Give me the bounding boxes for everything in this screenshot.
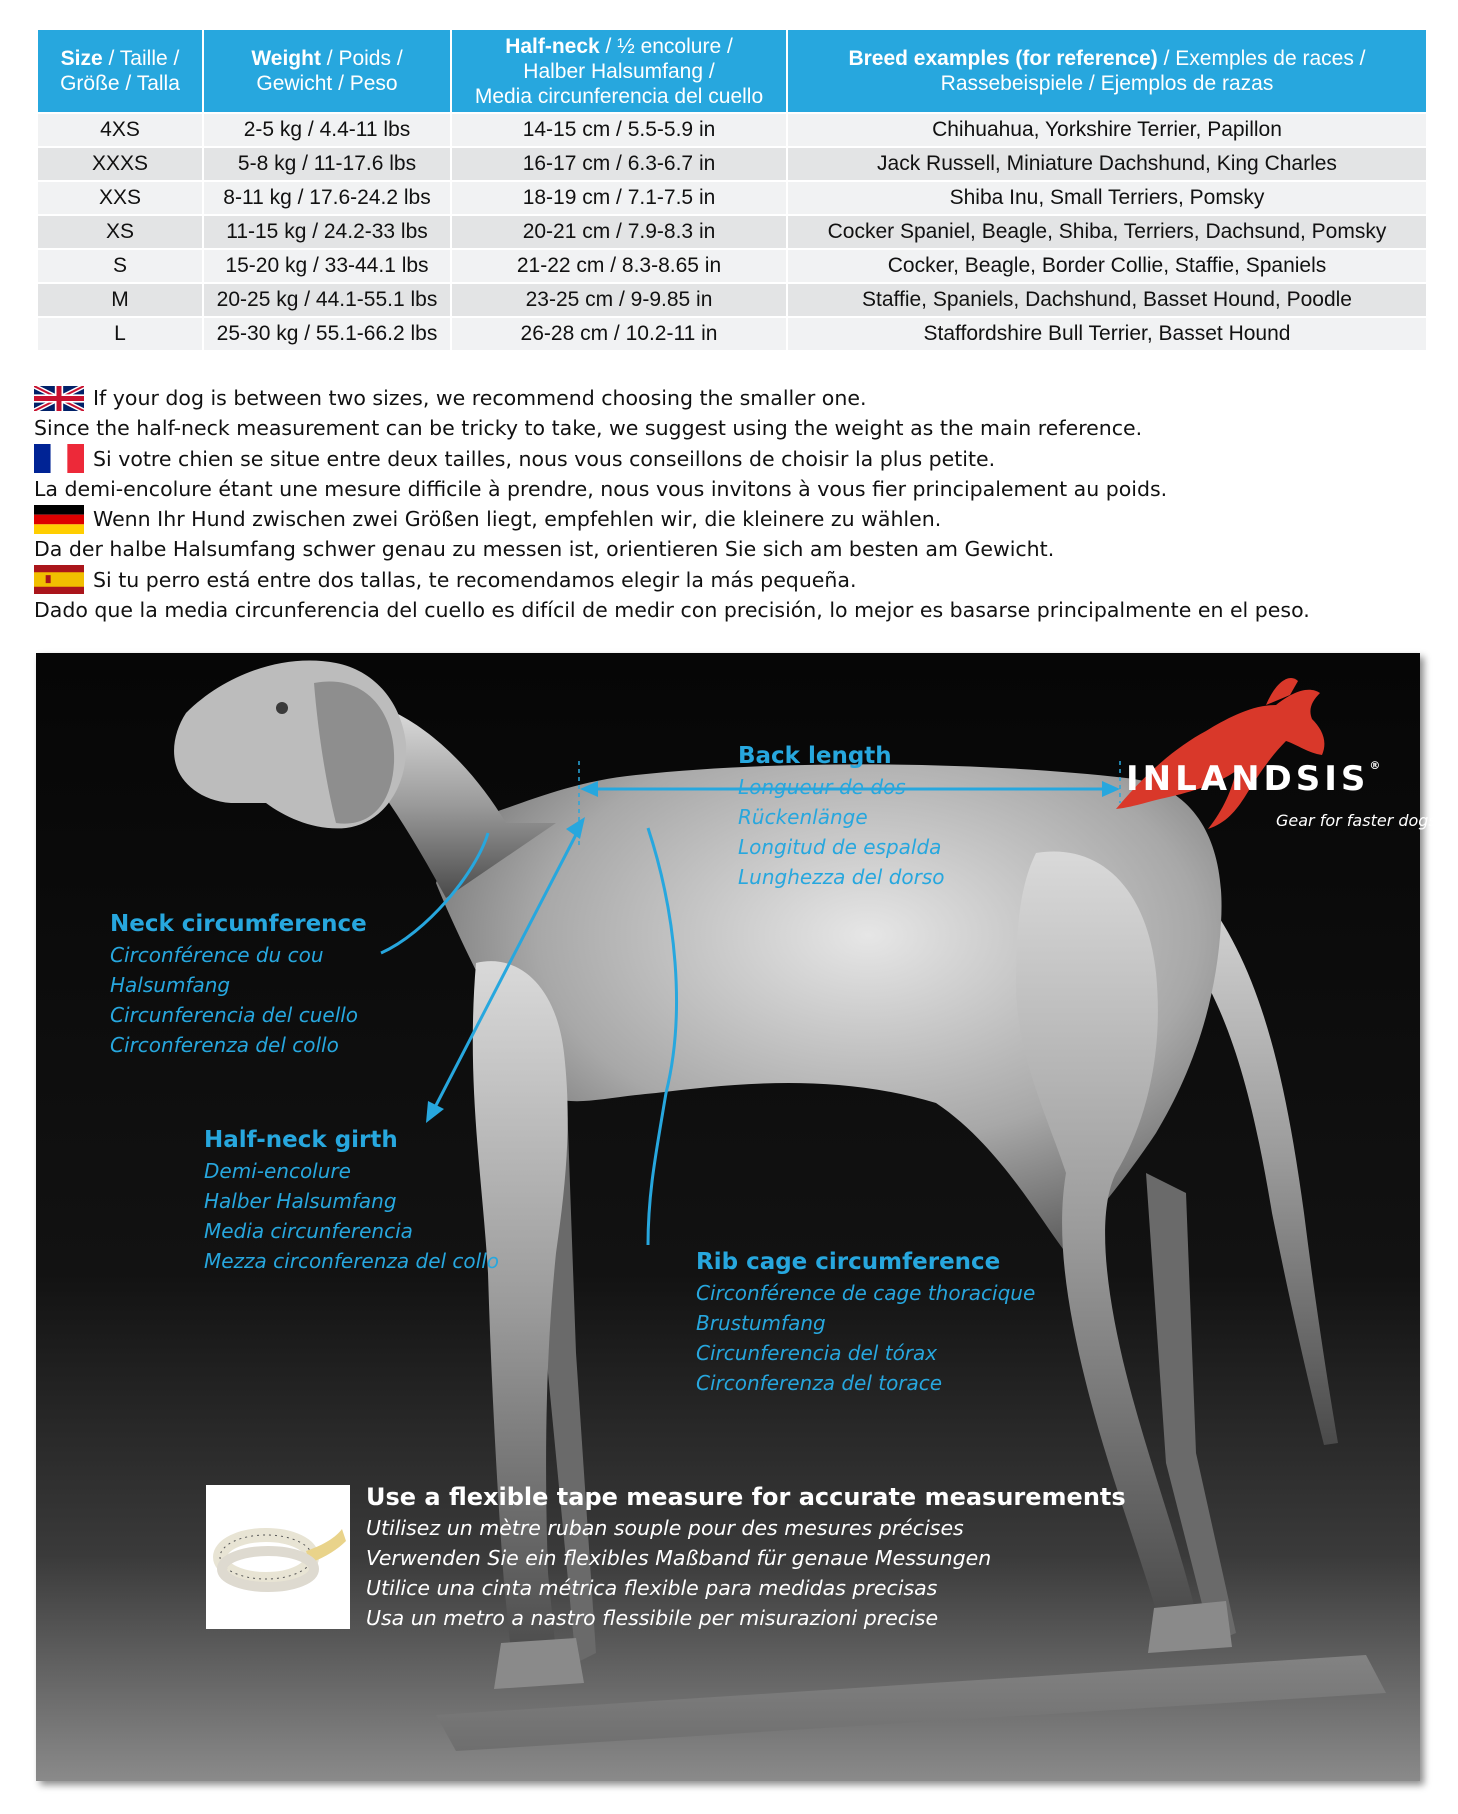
tape-advice-title: Use a flexible tape measure for accurate measurements	[366, 1483, 1126, 1511]
breeds-cell: Chihuahua, Yorkshire Terrier, Papillon	[787, 113, 1426, 147]
rib-cage-es: Circunferencia del tórax	[696, 1341, 938, 1365]
neck-circumference-label-group	[110, 909, 367, 1060]
weight-cell: 11-15 kg / 24.2-33 lbs	[203, 215, 451, 249]
breeds-cell: Jack Russell, Miniature Dachshund, King Charles	[787, 147, 1426, 181]
note-en-line1: If your dog is between two sizes, we recommend choosing the smaller one.	[34, 383, 1434, 413]
rib-cage-label-group	[696, 1247, 1035, 1398]
weight-cell: 20-25 kg / 44.1-55.1 lbs	[203, 283, 451, 317]
table-row	[38, 283, 1426, 317]
note-en-line2: Since the half-neck measurement can be tricky to take, we suggest using the weight as the main reference.	[34, 416, 1143, 441]
half-neck-girth-it: Mezza circonferenza del collo	[204, 1249, 500, 1273]
header-half-neck: Half-neck / ½ encolure / Halber Halsumfang / Media circunferencia del cuello	[451, 30, 787, 113]
size-cell: 4XS	[38, 113, 203, 147]
germany-flag-icon	[34, 505, 84, 534]
table-row	[38, 113, 1426, 147]
tape-measure-image	[206, 1485, 350, 1629]
back-length-it: Lunghezza del dorso	[738, 865, 945, 889]
note-fr-line1: Si votre chien se situe entre deux tailles, nous vous conseillons de choisir la plus petite.	[34, 444, 1434, 474]
note-fr-line2: La demi-encolure étant une mesure difficile à prendre, nous vous invitons à vous fier principalement au poids.	[34, 476, 1168, 501]
back-length-title: Back length	[738, 743, 892, 769]
size-chart-table	[38, 30, 1426, 350]
inlandsis-logo	[1076, 675, 1437, 855]
tape-advice-it: Usa un metro a nastro flessibile per misurazioni precise	[366, 1606, 939, 1630]
note-de-line1: Wenn Ihr Hund zwischen zwei Größen liegt, empfehlen wir, die kleinere zu wählen.	[34, 504, 1434, 534]
spain-flag-icon	[34, 565, 84, 594]
note-de-line2: Da der halbe Halsumfang schwer genau zu messen ist, orientieren Sie sich am besten am Gewicht.	[34, 537, 1055, 562]
breeds-cell: Staffie, Spaniels, Dachshund, Basset Hound, Poodle	[787, 283, 1426, 317]
size-cell: L	[38, 317, 203, 350]
neck-circumference-it: Circonferenza del collo	[110, 1033, 339, 1057]
neck-circumference-title: Neck circumference	[110, 911, 367, 937]
rib-cage-de: Brustumfang	[696, 1311, 826, 1335]
back-length-es: Longitud de espalda	[738, 835, 942, 859]
france-flag-icon	[34, 444, 84, 473]
table-row	[38, 147, 1426, 181]
half-neck-girth-es: Media circunferencia	[204, 1219, 413, 1243]
size-cell: XXXS	[38, 147, 203, 181]
half-neck-girth-title: Half-neck girth	[204, 1127, 398, 1153]
weight-cell: 8-11 kg / 17.6-24.2 lbs	[203, 181, 451, 215]
registered-mark: ®	[1369, 759, 1381, 772]
size-cell: S	[38, 249, 203, 283]
breeds-cell: Cocker, Beagle, Border Collie, Staffie, Spaniels	[787, 249, 1426, 283]
breeds-cell: Staffordshire Bull Terrier, Basset Hound	[787, 317, 1426, 350]
table-row	[38, 181, 1426, 215]
weight-cell: 15-20 kg / 33-44.1 lbs	[203, 249, 451, 283]
table-row	[38, 317, 1426, 350]
weight-cell: 25-30 kg / 55.1-66.2 lbs	[203, 317, 451, 350]
sizing-recommendations	[34, 383, 1434, 625]
uk-flag-icon	[34, 384, 84, 413]
half-neck-girth-fr: Demi-encolure	[204, 1159, 351, 1183]
tape-advice-es: Utilice una cinta métrica flexible para medidas precisas	[366, 1576, 938, 1600]
tape-advice-de: Verwenden Sie ein flexibles Maßband für genaue Messungen	[366, 1546, 992, 1570]
header-breed-examples: Breed examples (for reference) / Exemples de races / Rassebeispiele / Ejemplos de razas	[787, 30, 1426, 113]
half-neck-cell: 20-21 cm / 7.9-8.3 in	[451, 215, 787, 249]
rib-cage-title: Rib cage circumference	[696, 1249, 1001, 1275]
tape-measure-advice	[366, 1481, 1126, 1633]
breeds-cell: Cocker Spaniel, Beagle, Shiba, Terriers, Dachsund, Pomsky	[787, 215, 1426, 249]
half-neck-cell: 16-17 cm / 6.3-6.7 in	[451, 147, 787, 181]
tape-advice-fr: Utilisez un mètre ruban souple pour des mesures précises	[366, 1516, 964, 1540]
back-length-fr: Longueur de dos	[738, 775, 906, 799]
tape-measure-icon	[206, 1485, 350, 1629]
rib-cage-it: Circonferenza del torace	[696, 1371, 943, 1395]
rib-cage-fr: Circonférence de cage thoracique	[696, 1281, 1036, 1305]
half-neck-cell: 23-25 cm / 9-9.85 in	[451, 283, 787, 317]
back-length-label-group	[738, 741, 945, 892]
table-row	[38, 215, 1426, 249]
weight-cell: 5-8 kg / 11-17.6 lbs	[203, 147, 451, 181]
dog-near-hind-paw	[1148, 1601, 1232, 1653]
table-row	[38, 249, 1426, 283]
note-es-line1: Si tu perro está entre dos tallas, te recomendamos elegir la más pequeña.	[34, 565, 1434, 595]
half-neck-cell: 21-22 cm / 8.3-8.65 in	[451, 249, 787, 283]
note-es-line2: Dado que la media circunferencia del cuello es difícil de medir con precisión, lo mejor es basarse principalmente en el peso.	[34, 598, 1310, 623]
half-neck-cell: 26-28 cm / 10.2-11 in	[451, 317, 787, 350]
weight-cell: 2-5 kg / 4.4-11 lbs	[203, 113, 451, 147]
neck-circumference-es: Circunferencia del cuello	[110, 1003, 359, 1027]
half-neck-cell: 14-15 cm / 5.5-5.9 in	[451, 113, 787, 147]
half-neck-girth-label-group	[204, 1125, 499, 1276]
size-cell: M	[38, 283, 203, 317]
size-cell: XXS	[38, 181, 203, 215]
brand-name: INLANDSIS	[1126, 759, 1370, 799]
half-neck-girth-de: Halber Halsumfang	[204, 1189, 397, 1213]
breeds-cell: Shiba Inu, Small Terriers, Pomsky	[787, 181, 1426, 215]
neck-circumference-fr: Circonférence du cou	[110, 943, 324, 967]
brand-tagline: Gear for faster dogs	[1276, 811, 1437, 830]
back-length-de: Rückenlänge	[738, 805, 868, 829]
header-weight: Weight / Poids / Gewicht / Peso	[203, 30, 451, 113]
header-size: Size / Taille / Größe / Talla	[38, 30, 203, 113]
size-cell: XS	[38, 215, 203, 249]
neck-circumference-de: Halsumfang	[110, 973, 231, 997]
dog-near-front-paw	[494, 1638, 584, 1689]
half-neck-cell: 18-19 cm / 7.1-7.5 in	[451, 181, 787, 215]
dog-eye	[276, 702, 288, 714]
size-table-header-row	[38, 30, 1426, 113]
measurement-guide-panel	[36, 653, 1437, 1781]
